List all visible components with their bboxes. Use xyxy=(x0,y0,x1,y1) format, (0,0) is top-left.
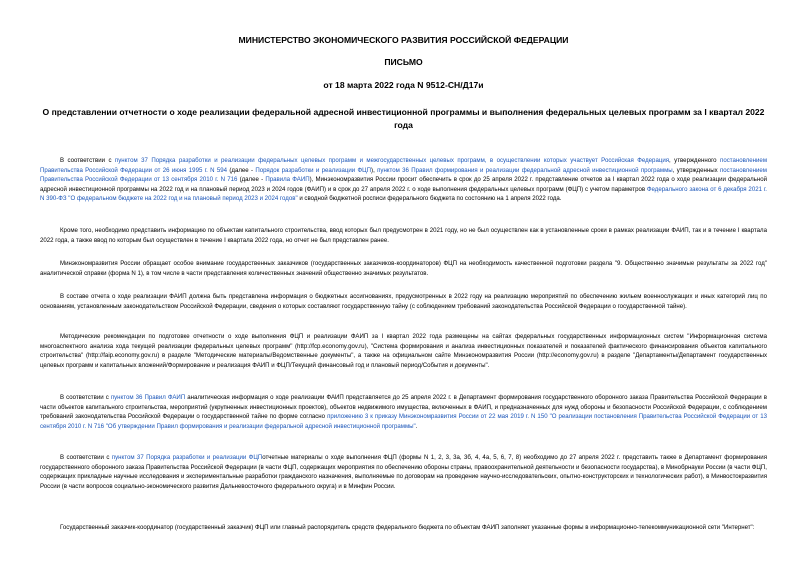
text: (далее - xyxy=(237,176,266,184)
text: , утвержденных xyxy=(672,166,720,174)
paragraph-2: Кроме того, необходимо представить информацию по объектам капитального строительства, ввод которых был предусмотрен в 2021 году, но не был осуществлен как в установленные сроки в рамках реализации ФАИП, так и в течение I квартала 2022 года, а также ввод по которым был осуществлен в течение I квартала 2022 года, но отчет не был представлен ранее. xyxy=(40,227,767,244)
text: ), xyxy=(371,166,378,174)
link-resolution-716[interactable]: постановлением Правительства Российской Федерации от 13 сентября 2010 г. N 716 xyxy=(40,166,767,184)
document-date-number: от 18 марта 2022 года N 9512-СН/Д17и xyxy=(323,80,484,90)
text: В соответствии с xyxy=(60,454,112,461)
text: , утвержденного xyxy=(669,157,721,164)
paragraph-4: В составе отчета о ходе реализации ФАИП должна быть представлена информация о бюджетных ассигнованиях, предусмотренных в 2022 году на реализацию мероприятий по обеспечению жильем военнослужащих и иных категорий лиц по основаниям, установленным законодательством Российской Федерации, сведения о которых составляют государственную тайну (с соблюдением требований законодательства Российской Федерации о государственной тайне). xyxy=(40,293,767,310)
link-resolution-594[interactable]: постановлением Правительства Российской Федерации от 26 июня 1995 г. N 594 xyxy=(40,157,768,174)
text: аналитическая информация о ходе реализации ФАИП представляется до 25 апреля 2022 г. в Департамент формирования государственного оборонного заказа Правительства Российской Федерации в части объектов капитального строительства, мероприятий (укрупненных инвестиционных проектов), объектов недвижимого имущества, включенных в ФАИП, и предназначенных для нужд обороны и безопасности Российской Федерации, с соблюдением требований законодательства Российской Федерации о государственной тайне по форме согласно xyxy=(40,394,767,421)
paragraph-5: Методические рекомендации по подготовке отчетности о ходе выполнения ФЦП и реализации ФАИП за I квартал 2022 года размещены на сайтах федеральных государственных информационных систем "Информационная система многоаспектного анализа хода текущей реализации федеральных целевых программ" (http://fcp.economy.gov.ru), "Система формирования и анализа инвестиционных показателей и показателей фактического финансирования объектов капитального строительства" (http://faip.economy.gov.ru) в разделе "Методические материалы/Ведомственные документы", а также на официальном сайте Минэкономразвития России (http://economy.gov.ru) в разделе "Департаменты/Департамент государственных целевых программ и капитальных вложений/Формирование и реализация ФАИП и ФЦП/Текущий финансовый год и плановый период/События и документы". xyxy=(40,333,767,369)
text: отчетные материалы о ходе выполнения ФЦП (формы N 1, 2, 3, 3а, 3б, 4, 4а, 5, 6, 7, 8) необходимо до 27 апреля 2022 г. представить также в Департамент формирования государственного оборонного заказа Правительства Российской Федерации (в части ФЦП, содержащих мероприятия по обеспечению обороны страны, правоохранительной деятельности и безопасности государства), в Минобрнауки России (в части ФЦП, содержащих прикладные научные исследования и экспериментальные разработки гражданского назначения, выполняемые по договорам на проведение научно-исследовательских, опытно-конструкторских и технологических работ), в Минвостокразвития России (в части вопросов социально-экономического развития Дальневосточного федерального округа) и в Минфин России. xyxy=(40,454,767,490)
link-procedure-short[interactable]: Порядок разработки и реализации ФЦП xyxy=(255,166,372,174)
link-procedure-fcp-37[interactable]: пунктом 37 Порядка разработки и реализации ФЦП xyxy=(111,454,263,461)
link-procedure-fcp[interactable]: пунктом 37 Порядка разработки и реализации федеральных целевых программ и межгосударственных целевых программ, в осуществлении которых участвует Российская Федерация xyxy=(114,157,670,164)
ministry-title: МИНИСТЕРСТВО ЭКОНОМИЧЕСКОГО РАЗВИТИЯ РОССИЙСКОЙ ФЕДЕРАЦИИ xyxy=(238,35,569,45)
link-faip-rules-36[interactable]: пунктом 36 Правил ФАИП xyxy=(110,394,186,401)
text: В соответствии с xyxy=(60,394,111,401)
text: и сводной бюджетной росписи федерального бюджета по состоянию на 1 апреля 2022 года. xyxy=(297,195,562,203)
paragraph-6 xyxy=(40,393,767,431)
link-faip-rules-36[interactable]: пунктом 36 Правил формирования и реализации федеральной адресной инвестиционной программы xyxy=(377,166,673,174)
link-federal-law-390[interactable]: Федерального закона от 6 декабря 2021 г. N 390-ФЗ "О федеральном бюджете на 2022 год и на плановый период 2023 и 2024 годов" xyxy=(40,185,767,203)
paragraph-7 xyxy=(40,453,767,491)
document-type: ПИСЬМО xyxy=(384,57,423,67)
paragraph-1 xyxy=(40,156,767,204)
text: (далее - xyxy=(227,166,256,174)
paragraph-8: Государственный заказчик-координатор (государственный заказчик) ФЦП или главный распорядитель средств федерального бюджета по объектам ФАИП заполняет указанные формы в информационно-телекоммуникационной сети "Интернет": xyxy=(60,524,755,531)
link-faip-rules[interactable]: Правила ФАИП xyxy=(265,176,310,184)
link-order-150-appendix-3[interactable]: приложению 3 к приказу Минэкономразвития России от 22 мая 2019 г. N 150 "О реализации постановления Правительства Российской Федерации от 13 сентября 2010 г. N 716 "Об утверждении Правил формирования и реализации федеральной адресной инвестиционной программы" xyxy=(40,413,767,430)
document-subject: О представлении отчетности о ходе реализации федеральной адресной инвестиционной программы и выполнения федеральных целевых программ за I квартал 2022 года xyxy=(42,107,765,130)
text: В соответствии с xyxy=(60,157,115,164)
text: ), Минэкономразвития России просит обеспечить в срок до 25 апреля 2022 г. представление отчетов за I квартал 2022 года о ходе реализации федеральной адресной инвестиционной программы на 2022 год и на плановый период 2023 и 2024 годов (ФАИП) и в срок до 27 апреля 2022 г. о ходе выполнения федеральных целевых программ (ФЦП) с учетом параметров xyxy=(40,176,768,193)
paragraph-3: Минэкономразвития России обращает особое внимание государственных заказчиков (государственных заказчиков-координаторов) ФЦП на необходимость качественной подготовки раздела "9. Общественно значимые результаты за 2022 год" аналитической справки (форма N 1), в том числе в части представления количественных значений общественно значимых результатов. xyxy=(40,260,767,277)
text: . xyxy=(415,422,418,430)
